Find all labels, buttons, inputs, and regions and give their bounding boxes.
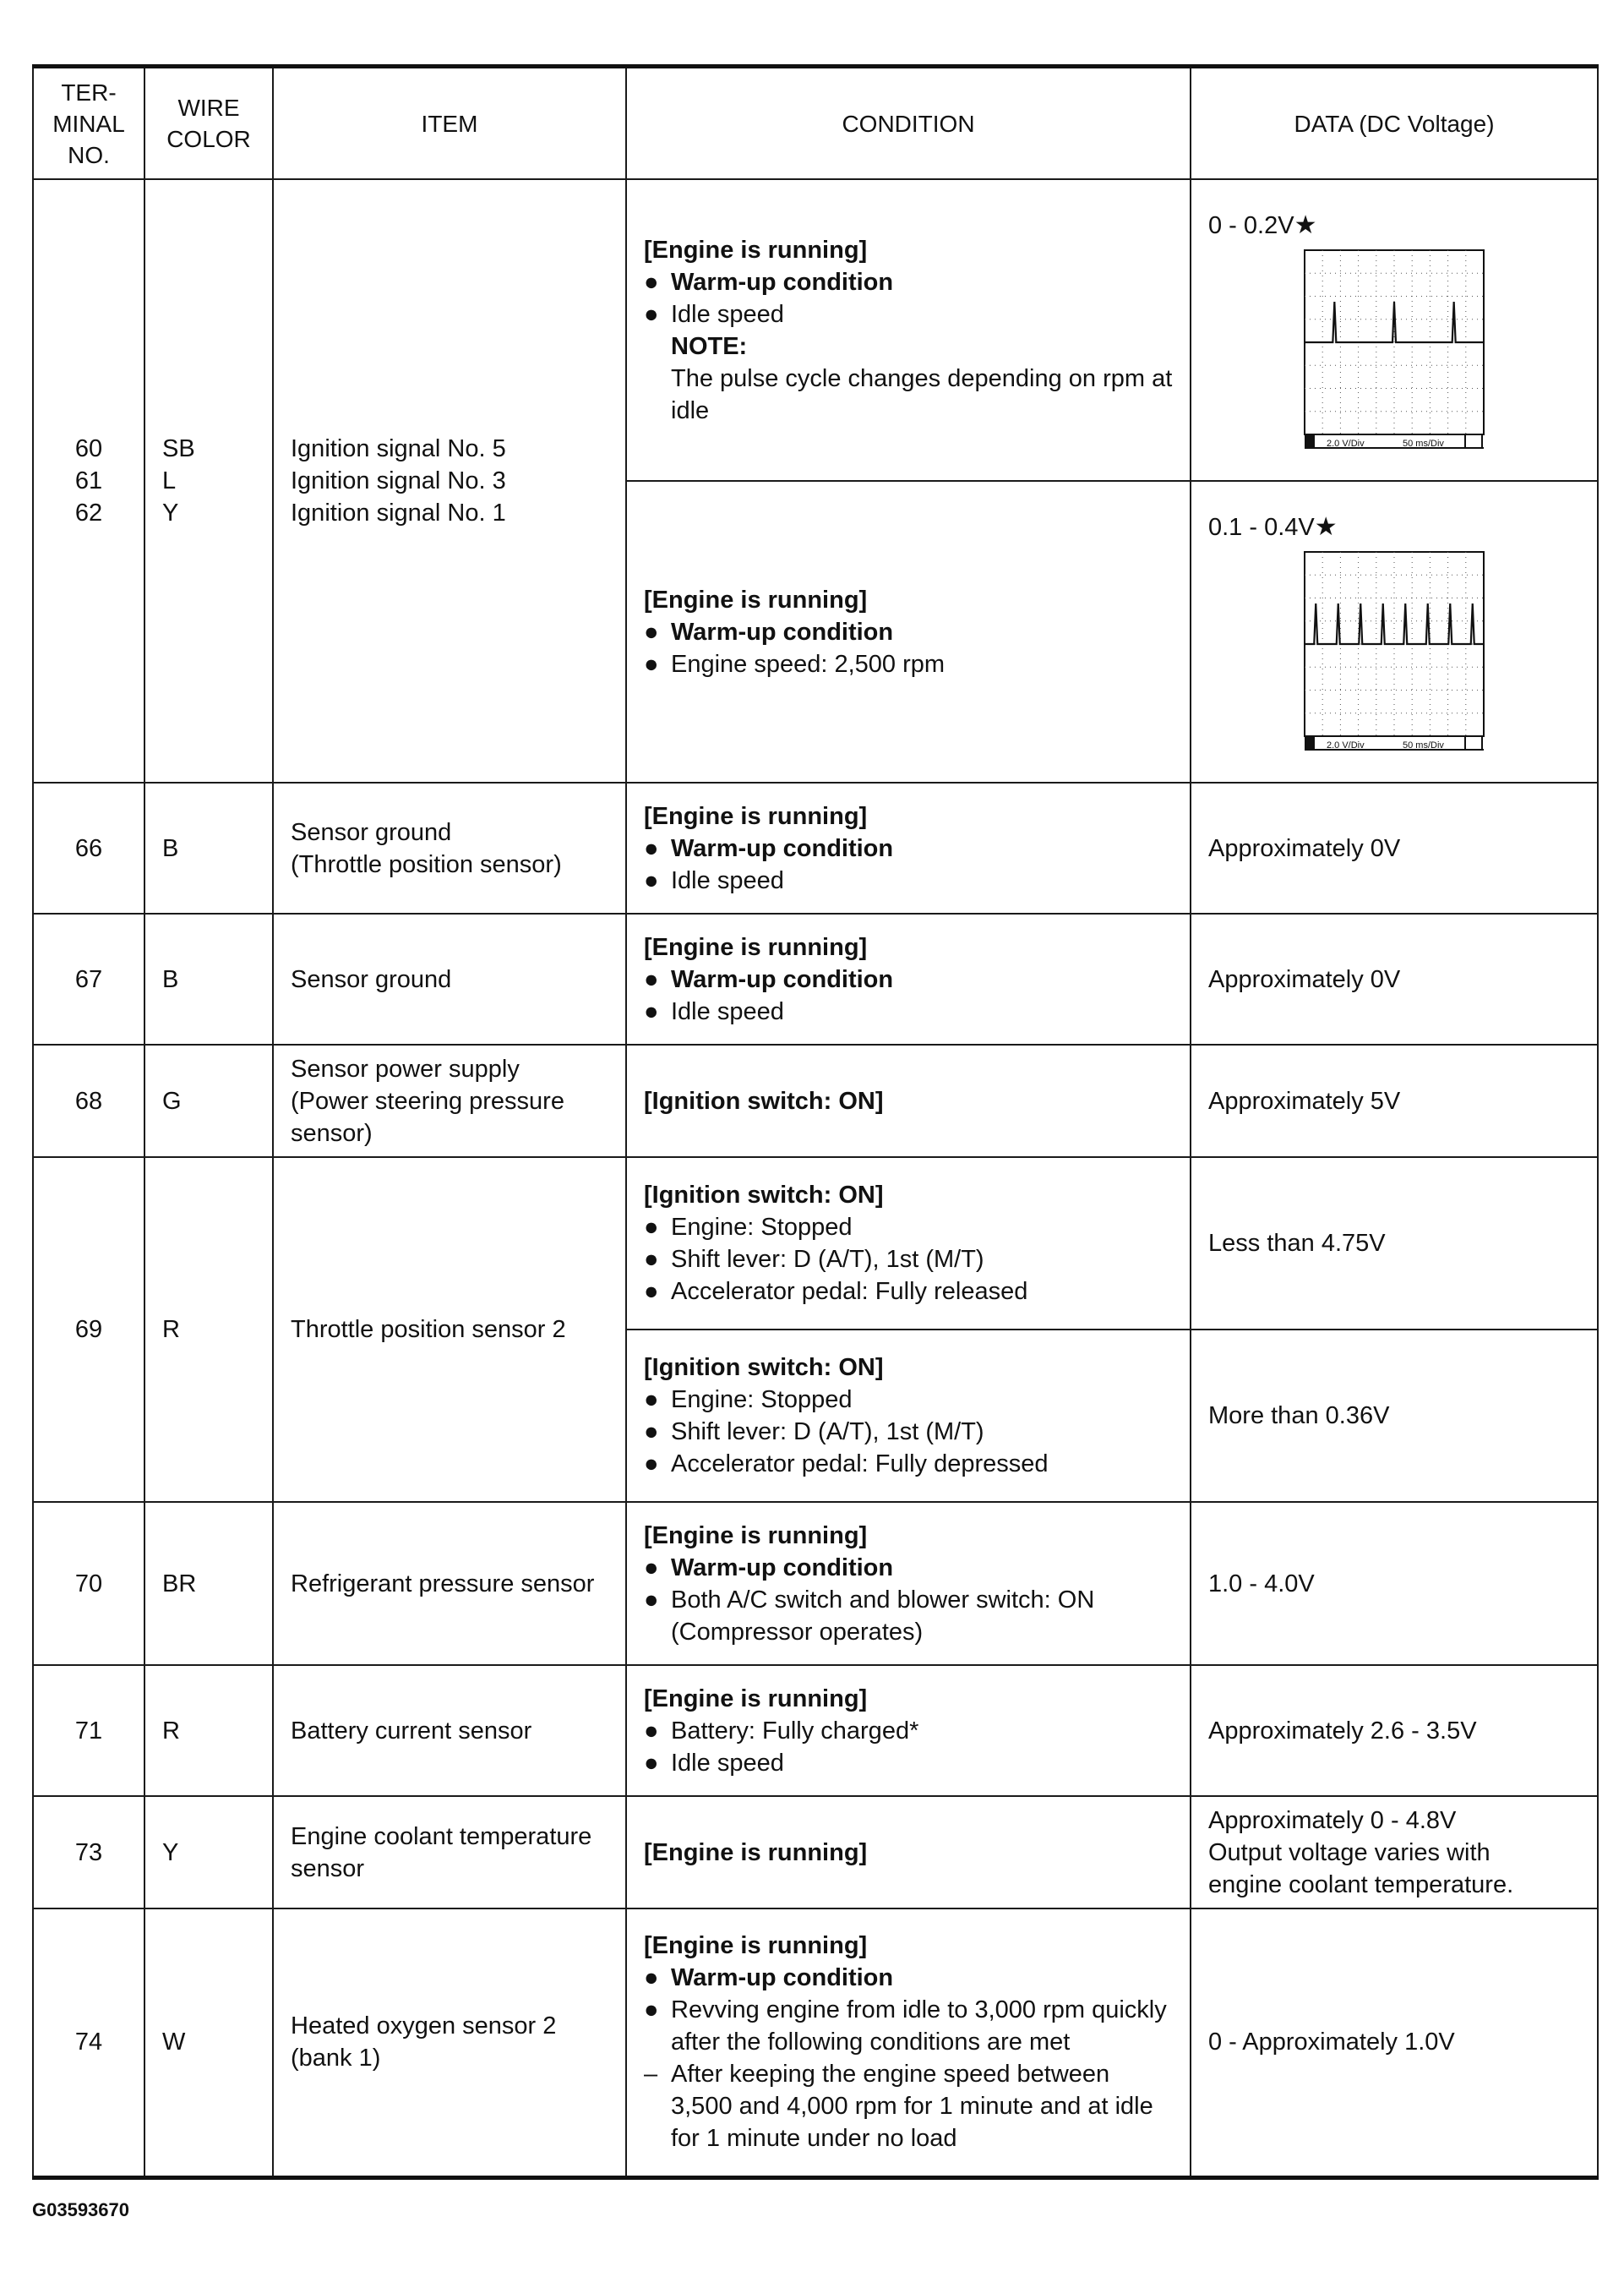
table-row-66	[33, 783, 1598, 914]
wire-color: B	[144, 914, 273, 1045]
bullet-item: ● Warm-up condition	[644, 618, 894, 646]
item: Throttle position sensor 2	[273, 1157, 626, 1502]
bullet-item: ● Battery: Fully charged*	[644, 1717, 919, 1745]
wire-color: R	[144, 1665, 273, 1796]
volt-div-label: 2.0 V/Div	[1327, 438, 1365, 449]
condition	[626, 481, 1191, 783]
condition	[626, 1330, 1191, 1502]
bullet-item: ● Warm-up condition	[644, 1553, 894, 1581]
dash-item: – After keeping the engine speed between 3,500 and 4,000 rpm for 1 minute and at idle for 1 minute under no load	[644, 2061, 1153, 2153]
bullet-item: ● Engine: Stopped	[644, 1214, 853, 1241]
condition-head: [Ignition switch: ON]	[644, 1087, 884, 1115]
scope-box	[1465, 736, 1482, 750]
condition	[626, 1502, 1191, 1665]
time-div-label: 50 ms/Div	[1403, 740, 1444, 751]
data-value-with-waveform	[1191, 179, 1598, 481]
table-row-71	[33, 1665, 1598, 1796]
data-value: 0 - Approximately 1.0V	[1191, 1908, 1598, 2177]
wire-color: G	[144, 1045, 273, 1157]
condition-head: [Engine is running]	[644, 802, 868, 830]
terminal-no: 66	[33, 783, 144, 914]
star-icon: ★	[1314, 512, 1338, 541]
data-value: Approximately 0V	[1191, 914, 1598, 1045]
bullet-item: ● Idle speed	[644, 1749, 784, 1777]
condition-head: [Ignition switch: ON]	[644, 1182, 884, 1209]
condition-head: [Engine is running]	[644, 1838, 868, 1866]
item: Sensor power supply (Power steering pressure sensor)	[273, 1045, 626, 1157]
header-wire-color: WIRE COLOR	[144, 67, 273, 180]
table-row-60-62	[33, 179, 1598, 481]
table-row-68	[33, 1045, 1598, 1157]
terminal-no: 71	[33, 1665, 144, 1796]
wire-color: W	[144, 1908, 273, 2177]
condition	[626, 1157, 1191, 1330]
data-value: 0 - 0.2V	[1208, 211, 1294, 239]
item: Refrigerant pressure sensor	[273, 1502, 626, 1665]
scope-box	[1465, 434, 1482, 448]
data-value: More than 0.36V	[1191, 1330, 1598, 1502]
bullet-item: ● Engine speed: 2,500 rpm	[644, 650, 946, 678]
condition	[626, 179, 1191, 481]
bullet-item: ● Shift lever: D (A/T), 1st (M/T)	[644, 1246, 984, 1273]
bullet-item: ● Warm-up condition	[644, 1964, 894, 1992]
note-title: NOTE:	[671, 332, 748, 360]
data-value: Approximately 5V	[1191, 1045, 1598, 1157]
header-row	[33, 67, 1598, 180]
wire-color: SB L Y	[144, 179, 273, 783]
header-terminal-no: TER- MINAL NO.	[33, 67, 144, 180]
bullet-item: ● Idle speed	[644, 300, 784, 328]
item: Sensor ground	[273, 914, 626, 1045]
note	[644, 330, 1173, 427]
bullet-item: ● Warm-up condition	[644, 834, 894, 862]
bullet-item: ● Accelerator pedal: Fully released	[644, 1278, 1028, 1305]
condition-head: [Engine is running]	[644, 1521, 868, 1549]
data-value: 0.1 - 0.4V	[1208, 513, 1315, 541]
data-value: Approximately 0 - 4.8V Output voltage varies with engine coolant temperature.	[1191, 1796, 1598, 1908]
star-icon: ★	[1294, 210, 1317, 239]
wire-color: BR	[144, 1502, 273, 1665]
bullet-item: ● Idle speed	[644, 866, 784, 894]
data-value: Less than 4.75V	[1191, 1157, 1598, 1330]
terminal-no: 60 61 62	[33, 179, 144, 783]
terminal-no: 67	[33, 914, 144, 1045]
item: Heated oxygen sensor 2 (bank 1)	[273, 1908, 626, 2177]
condition-head: [Ignition switch: ON]	[644, 1354, 884, 1381]
terminal-no: 68	[33, 1045, 144, 1157]
bullet-item: ● Shift lever: D (A/T), 1st (M/T)	[644, 1418, 984, 1445]
table-row-73	[33, 1796, 1598, 1908]
condition	[626, 1665, 1191, 1796]
condition	[626, 914, 1191, 1045]
condition-head: [Engine is running]	[644, 1685, 868, 1712]
condition-head: [Engine is running]	[644, 586, 868, 614]
item: Engine coolant temperature sensor	[273, 1796, 626, 1908]
bullet-item: ● Idle speed	[644, 997, 784, 1025]
bullet-item: ● Accelerator pedal: Fully depressed	[644, 1450, 1049, 1477]
wire-color: Y	[144, 1796, 273, 1908]
oscilloscope-waveform-image	[1303, 248, 1485, 451]
time-div-label: 50 ms/Div	[1403, 438, 1444, 449]
data-value-with-waveform	[1191, 481, 1598, 783]
terminal-no: 74	[33, 1908, 144, 2177]
scope-channel-marker	[1305, 736, 1315, 750]
condition	[626, 1908, 1191, 2177]
terminal-no: 70	[33, 1502, 144, 1665]
data-value: 1.0 - 4.0V	[1191, 1502, 1598, 1665]
item: Battery current sensor	[273, 1665, 626, 1796]
wire-color: R	[144, 1157, 273, 1502]
bullet-item: ● Revving engine from idle to 3,000 rpm quickly after the following conditions are met	[644, 1996, 1167, 2056]
figure-code: G03593670	[32, 2199, 129, 2220]
header-condition: CONDITION	[626, 67, 1191, 180]
condition	[626, 1796, 1191, 1908]
header-data: DATA (DC Voltage)	[1191, 67, 1598, 180]
bullet-item: ● Warm-up condition	[644, 965, 894, 993]
condition	[626, 783, 1191, 914]
oscilloscope-waveform-image	[1303, 550, 1485, 753]
terminal-no: 73	[33, 1796, 144, 1908]
item: Ignition signal No. 5 Ignition signal No. 3 Ignition signal No. 1	[273, 179, 626, 783]
condition-head: [Engine is running]	[644, 933, 868, 961]
table-row-69	[33, 1157, 1598, 1330]
terminal-data-table	[32, 64, 1599, 2180]
header-item: ITEM	[273, 67, 626, 180]
bullet-item: ● Engine: Stopped	[644, 1386, 853, 1413]
terminal-no: 69	[33, 1157, 144, 1502]
condition-head: [Engine is running]	[644, 1932, 868, 1960]
wire-color: B	[144, 783, 273, 914]
note-text: The pulse cycle changes depending on rpm at idle	[671, 364, 1173, 424]
condition	[626, 1045, 1191, 1157]
scope-channel-marker	[1305, 434, 1315, 448]
item: Sensor ground (Throttle position sensor)	[273, 783, 626, 914]
table-row-70	[33, 1502, 1598, 1665]
table-row-67	[33, 914, 1598, 1045]
bullet-item: ● Warm-up condition	[644, 268, 894, 296]
condition-head: [Engine is running]	[644, 236, 868, 264]
bullet-item: ● Both A/C switch and blower switch: ON (Compressor operates)	[644, 1586, 1095, 1646]
data-value: Approximately 0V	[1191, 783, 1598, 914]
table-row-74	[33, 1908, 1598, 2177]
data-value: Approximately 2.6 - 3.5V	[1191, 1665, 1598, 1796]
volt-div-label: 2.0 V/Div	[1327, 740, 1365, 751]
